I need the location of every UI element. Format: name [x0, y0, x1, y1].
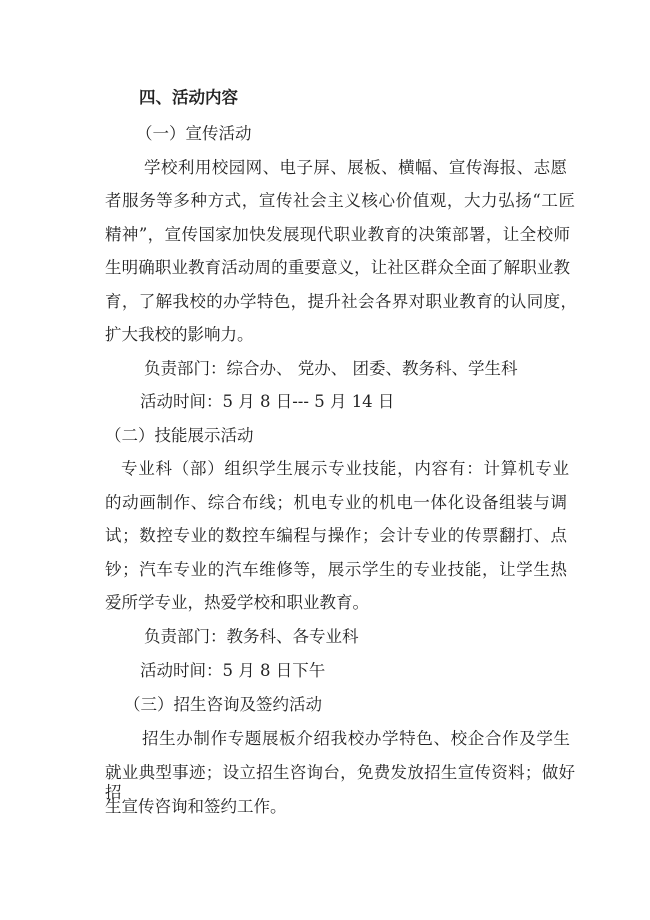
paragraph-line: 精神”，宣传国家加快发展现代职业教育的决策部署，让全校师	[105, 225, 570, 244]
subsection-title-2: （二）技能展示活动	[105, 426, 254, 445]
paragraph-line: 者服务等多种方式，宣传社会主义核心价值观，大力弘扬“工匠	[105, 191, 575, 210]
subsection-title-3: （三）招生咨询及签约活动	[124, 695, 322, 714]
responsible-departments: 负责部门：综合办、 党办、 团委、教务科、学生科	[144, 359, 518, 378]
activity-time: 活动时间：5 月 8 日下午	[140, 661, 326, 680]
paragraph-line: 钞；汽车专业的汽车维修等，展示学生的专业技能，让学生热	[105, 560, 567, 579]
paragraph-line: 生明确职业教育活动周的重要意义，让社区群众全面了解职业教	[105, 258, 570, 277]
paragraph-line: 扩大我校的影响力。	[105, 325, 254, 344]
paragraph-line: 爱所学专业，热爱学校和职业教育。	[105, 593, 369, 612]
paragraph-line: 专业科（部）组织学生展示专业技能，内容有：计算机专业	[121, 459, 569, 478]
paragraph-line: 试；数控专业的数控车编程与操作；会计专业的传票翻打、点	[105, 526, 567, 545]
paragraph-line: 的动画制作、综合布线；机电专业的机电一体化设备组装与调	[105, 493, 567, 512]
responsible-departments: 负责部门：教务科、各专业科	[144, 627, 359, 646]
paragraph-line: 育，了解我校的办学特色，提升社会各界对职业教育的认同度，	[105, 292, 577, 311]
paragraph-line: 招生办制作专题展板介绍我校办学特色、校企合作及学生	[142, 729, 570, 748]
activity-time: 活动时间：5 月 8 日--- 5 月 14 日	[140, 392, 395, 411]
section-heading: 四、活动内容	[139, 88, 238, 107]
subsection-title-1: （一）宣传活动	[136, 124, 252, 143]
paragraph-line: 学校利用校园网、电子屏、展板、横幅、宣传海报、志愿	[144, 158, 567, 177]
paragraph-line: 生宣传咨询和签约工作。	[105, 797, 287, 816]
paragraph-line: 就业典型事迹；设立招生咨询台，免费发放招生宣传资料；做好招	[105, 763, 575, 802]
